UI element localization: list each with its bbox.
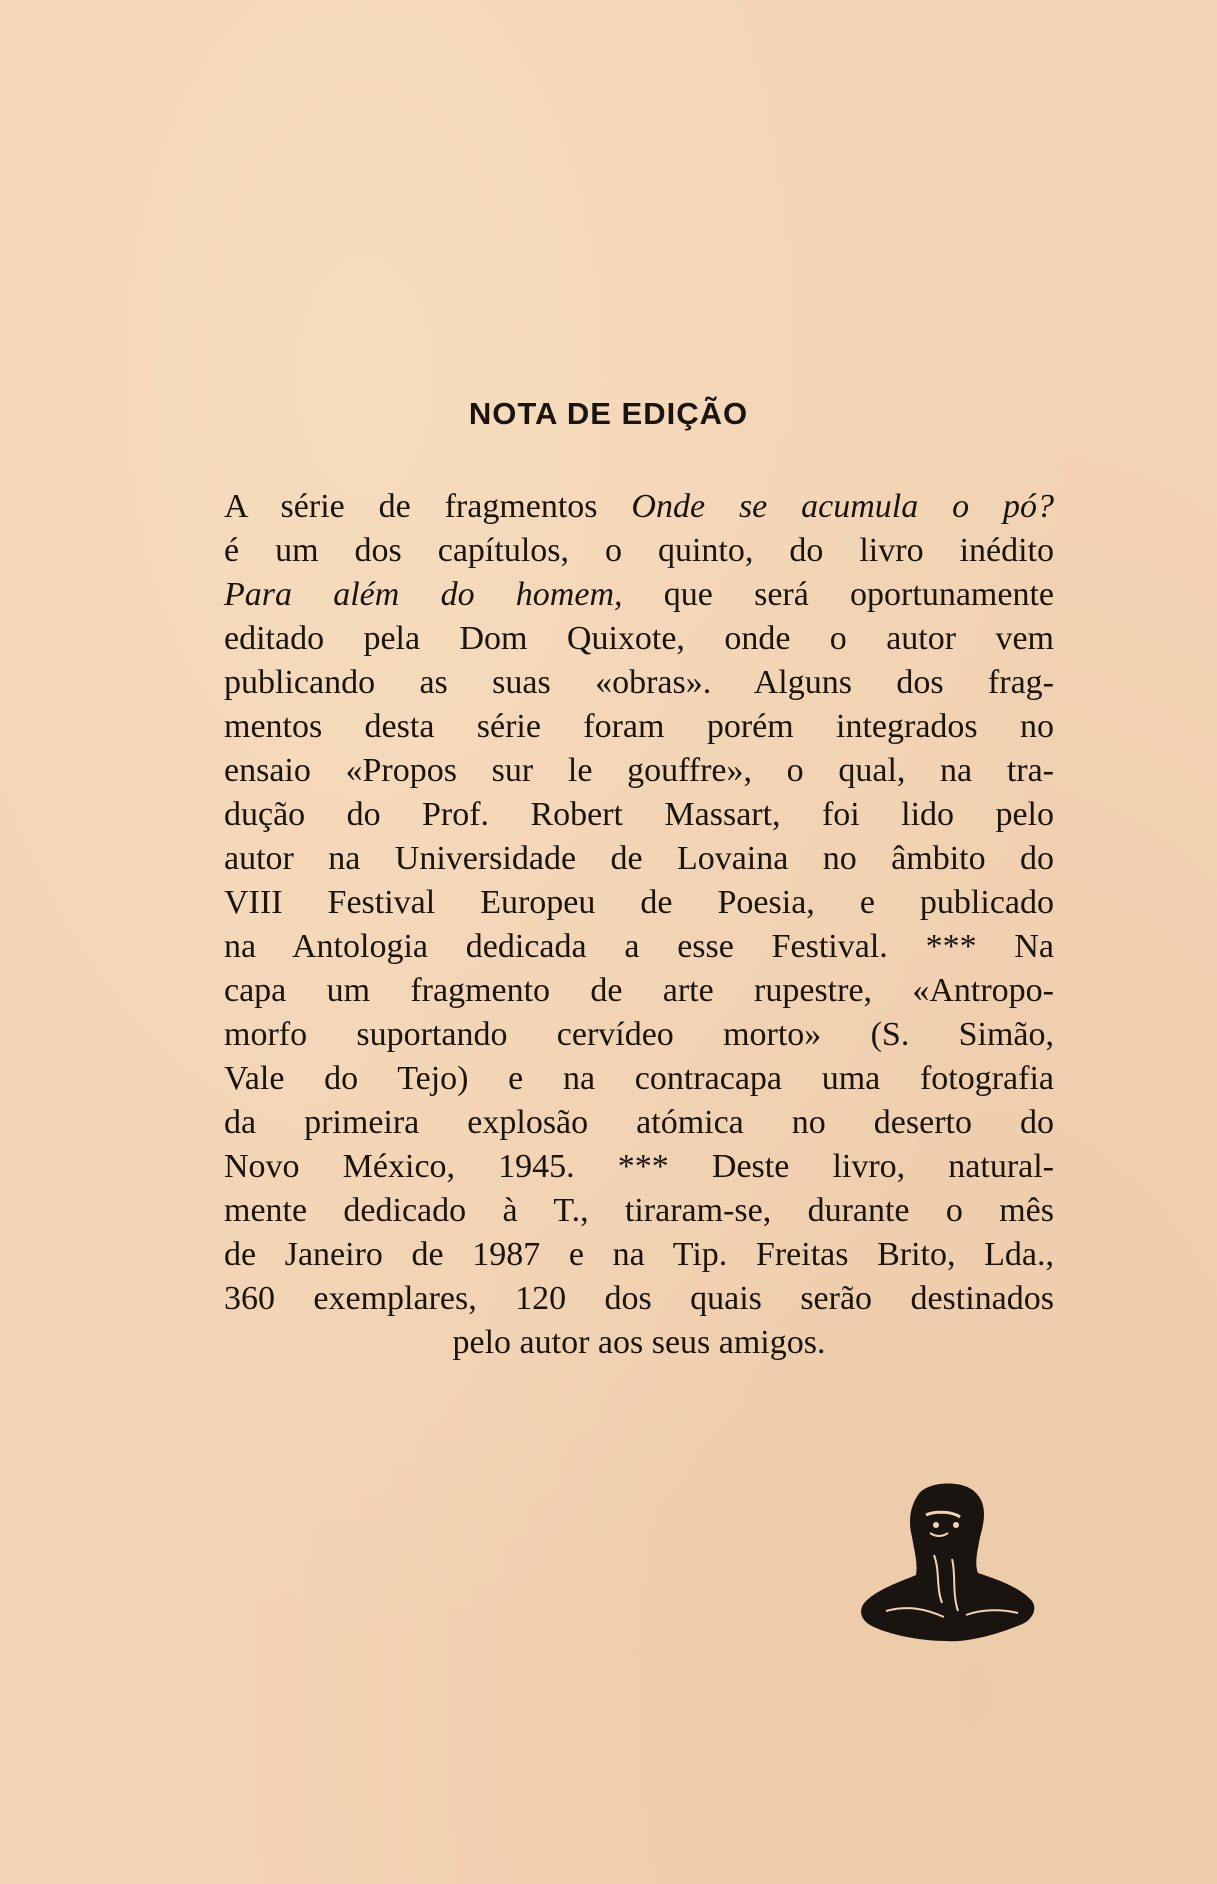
text-line-final: pelo autor aos seus amigos. bbox=[452, 1324, 826, 1361]
text-line: 360 exemplares, 120 dos quais serão destinados bbox=[224, 1280, 1054, 1317]
text-line: editado pela Dom Quixote, onde o autor vem bbox=[224, 620, 1054, 657]
page-title: NOTA DE EDIÇÃO bbox=[468, 396, 749, 431]
publisher-colophon-icon bbox=[856, 1475, 1040, 1645]
text-line: na Antologia dedicada a esse Festival. *** Na bbox=[224, 928, 1054, 965]
text-line: Vale do Tejo) e na contracapa uma fotografia bbox=[224, 1060, 1054, 1097]
text-line: autor na Universidade de Lovaina no âmbito do bbox=[224, 840, 1054, 877]
text-line: A série de fragmentos Onde se acumula o pó? bbox=[224, 488, 1054, 525]
text-line: morfo suportando cervídeo morto» (S. Simão, bbox=[224, 1016, 1054, 1053]
text-line: mentos desta série foram porém integrados no bbox=[224, 708, 1054, 745]
text-line: capa um fragmento de arte rupestre, «Antropo- bbox=[224, 972, 1054, 1009]
text-line: da primeira explosão atómica no deserto do bbox=[224, 1104, 1054, 1141]
text-line: publicando as suas «obras». Alguns dos frag- bbox=[224, 664, 1054, 701]
text-line: ensaio «Propos sur le gouffre», o qual, na tra- bbox=[224, 752, 1054, 789]
text-line: é um dos capítulos, o quinto, do livro inédito bbox=[224, 532, 1054, 569]
edition-note-body bbox=[224, 485, 1054, 1365]
text-line: Novo México, 1945. *** Deste livro, natural- bbox=[224, 1148, 1054, 1185]
colophon-bust-icon bbox=[856, 1475, 1040, 1645]
text-line: Para além do homem, que será oportunamente bbox=[224, 576, 1054, 613]
text-line: de Janeiro de 1987 e na Tip. Freitas Brito, Lda., bbox=[224, 1236, 1054, 1273]
text-line: mente dedicado à T., tiraram-se, durante o mês bbox=[224, 1192, 1054, 1229]
text-line: VIII Festival Europeu de Poesia, e publicado bbox=[224, 884, 1054, 921]
text-line: dução do Prof. Robert Massart, foi lido pelo bbox=[224, 796, 1054, 833]
